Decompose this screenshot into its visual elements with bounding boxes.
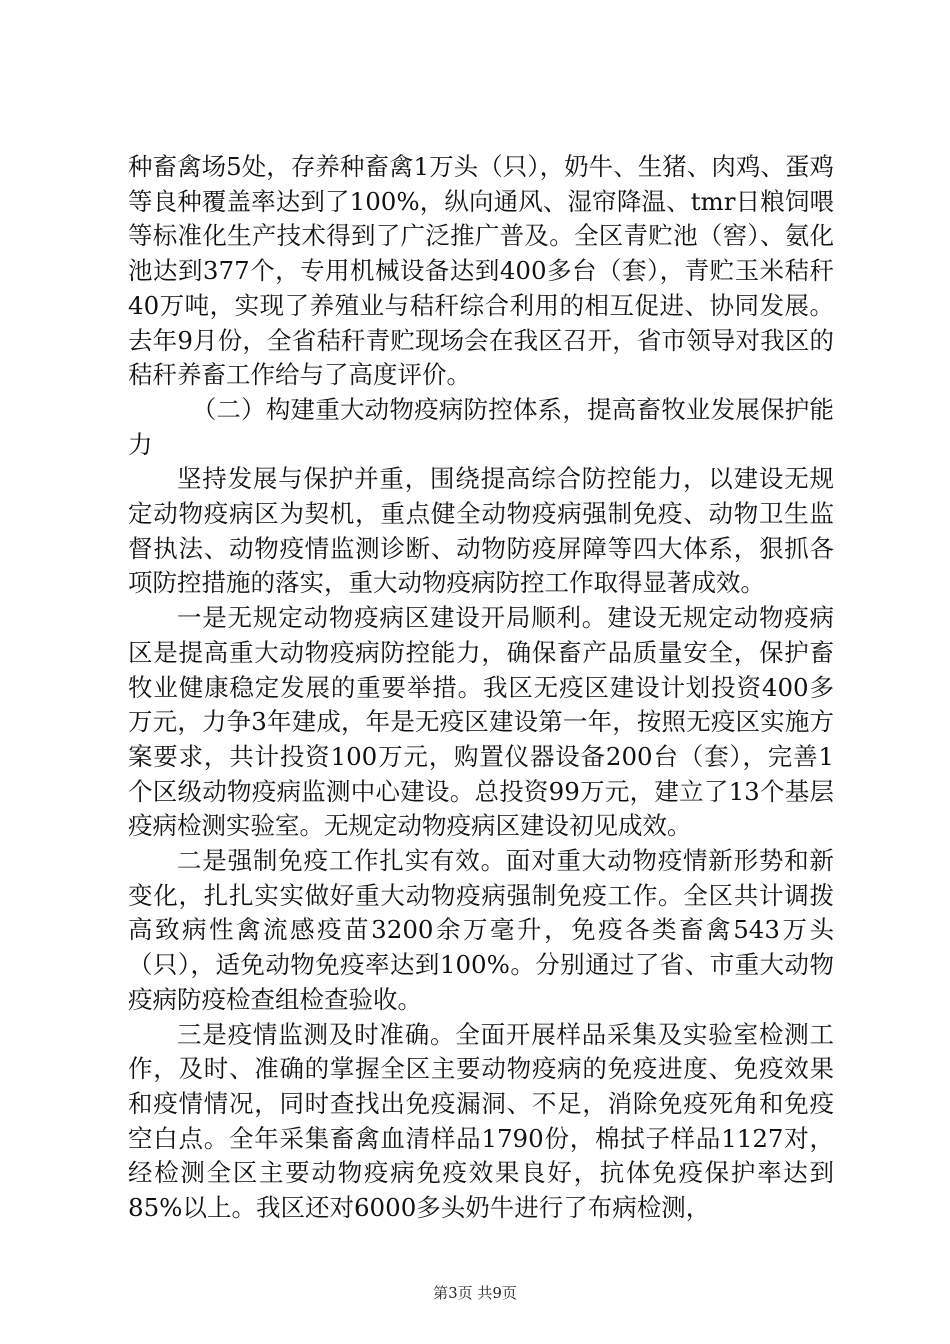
page-footer: 第3页 共9页 — [433, 1284, 517, 1302]
paragraph-point-1: 一是无规定动物疫病区建设开局顺利。建设无规定动物疫病区是提高重大动物疫病防控能力，确保畜产品质量安全，保护畜牧业健康稳定发展的重要举措。我区无疫区建设计划投资400多万元，力争3年建成，年是无疫区建设第一年，按照无疫区实施方案要求，共计投资100万元，购置仪器设备200台（套），完善1个区级动物疫病监测中心建设。总投资99万元，建立了13个基层疫病检测实验室。无规定动物疫病区建设初见成效。 — [128, 603, 834, 841]
document-body — [128, 150, 834, 1226]
paragraph-continuation: 种畜禽场5处，存养种畜禽1万头（只），奶牛、生猪、肉鸡、蛋鸡等良种覆盖率达到了100%，纵向通风、湿帘降温、tmr日粮饲喂等标准化生产技术得到了广泛推广普及。全区青贮池（窖）、氨化池达到377个，专用机械设备达到400多台（套），青贮玉米秸秆40万吨，实现了养殖业与秸秆综合利用的相互促进、协同发展。去年9月份，全省秸秆青贮现场会在我区召开，省市领导对我区的秸秆养畜工作给与了高度评价。 — [128, 152, 834, 390]
paragraph-point-3: 三是疫情监测及时准确。全面开展样品采集及实验室检测工作，及时、准确的掌握全区主要动物疫病的免疫进度、免疫效果和疫情情况，同时查找出免疫漏洞、不足，消除免疫死角和免疫空白点。全年采集畜禽血清样品1790份，棉拭子样品1127对，经检测全区主要动物疫病免疫效果良好，抗体免疫保护率达到85%以上。我区还对6000多头奶牛进行了布病检测， — [128, 1019, 834, 1223]
paragraph-intro: 坚持发展与保护并重，围绕提高综合防控能力，以建设无规定动物疫病区为契机，重点健全动物疫病强制免疫、动物卫生监督执法、动物疫情监测诊断、动物防疫屏障等四大体系，狠抓各项防控措施的落实，重大动物疫病防控工作取得显著成效。 — [128, 464, 834, 598]
paragraph-point-2: 二是强制免疫工作扎实有效。面对重大动物疫情新形势和新变化，扎扎实实做好重大动物疫病强制免疫工作。全区共计调拨高致病性禽流感疫苗3200余万毫升，免疫各类畜禽543万头（只），适免动物免疫率达到100%。分别通过了省、市重大动物疫病防疫检查组检查验收。 — [128, 846, 834, 1014]
section-heading: （二）构建重大动物疫病防控体系，提高畜牧业发展保护能力 — [128, 394, 834, 459]
